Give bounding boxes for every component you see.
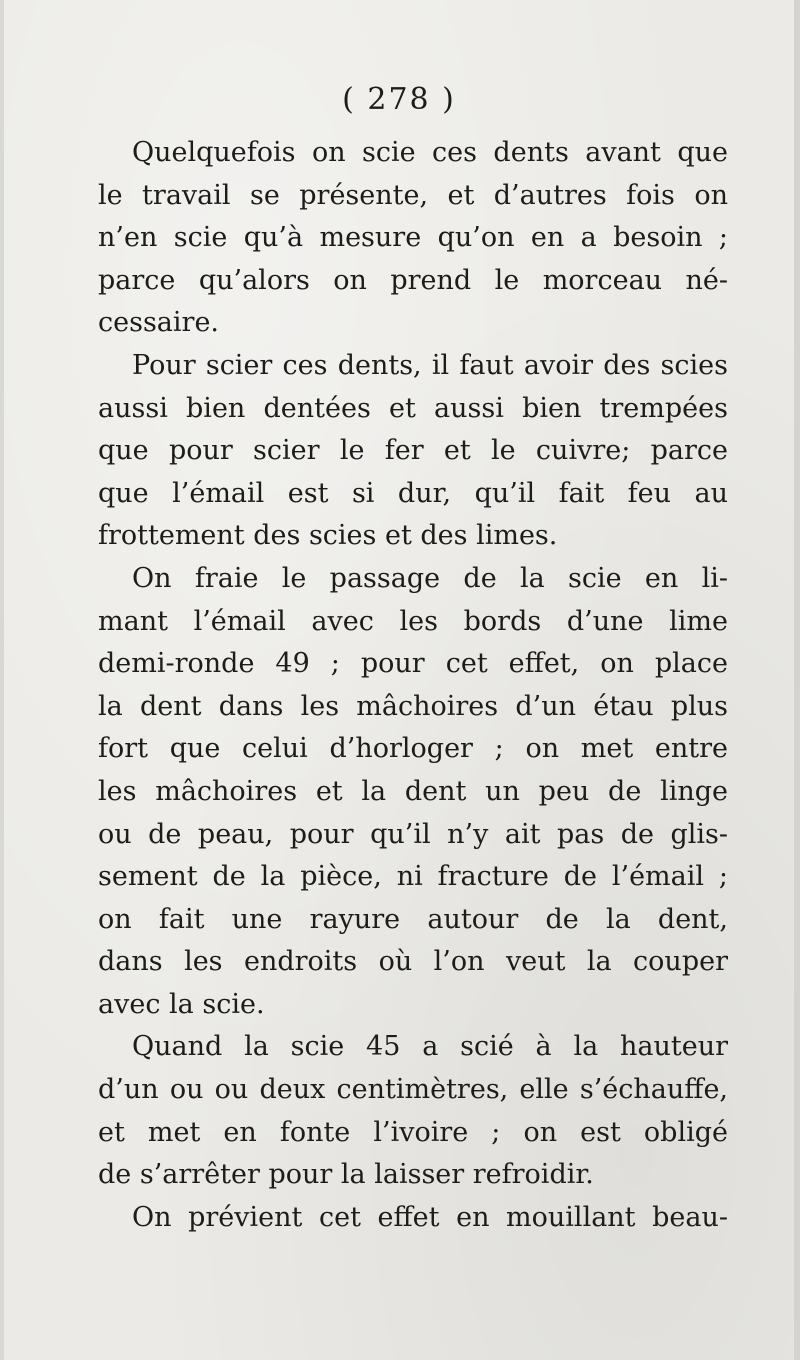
- paragraph: [98, 558, 728, 1027]
- text-line: de s’arrêter pour la laisser refroidir.: [98, 1159, 594, 1191]
- text-line: les mâchoires et la dent un peu de linge: [98, 775, 728, 807]
- page-number: ( 278 ): [342, 82, 456, 117]
- text-line: que pour scier le fer et le cuivre; parce: [98, 435, 728, 467]
- text-line: demi-ronde 49 ; pour cet effet, on place: [98, 648, 728, 680]
- paragraph: [98, 132, 728, 345]
- text-line: que l’émail est si dur, qu’il fait feu au: [98, 477, 728, 509]
- paragraph: [98, 1026, 728, 1196]
- text-line: Quand la scie 45 a scié à la hauteur: [132, 1031, 728, 1063]
- paragraph: [98, 345, 728, 558]
- text-line: dans les endroits où l’on veut la couper: [98, 946, 728, 978]
- text-line: On fraie le passage de la scie en li-: [132, 562, 728, 594]
- text-line: On prévient cet effet en mouillant beau-: [132, 1201, 728, 1233]
- text-line: Quelquefois on scie ces dents avant que: [132, 137, 728, 168]
- paragraph: [98, 1197, 728, 1240]
- text-line: avec la scie.: [98, 988, 265, 1020]
- text-line: mant l’émail avec les bords d’une lime: [98, 605, 728, 637]
- text-line: cessaire.: [98, 307, 220, 339]
- text-line: n’en scie qu’à mesure qu’on en a besoin ;: [98, 222, 728, 254]
- text-line: d’un ou ou deux centimètres, elle s’échauffe,: [98, 1074, 728, 1106]
- text-line: Pour scier ces dents, il faut avoir des scies: [132, 349, 728, 381]
- text-line: et met en fonte l’ivoire ; on est obligé: [98, 1116, 728, 1148]
- text-line: fort que celui d’horloger ; on met entre: [98, 733, 728, 765]
- text-line: frottement des scies et des limes.: [98, 520, 558, 552]
- text-line: sement de la pièce, ni fracture de l’émail ;: [98, 861, 728, 893]
- body-text: [98, 132, 728, 1239]
- text-line: aussi bien dentées et aussi bien trempées: [98, 392, 728, 424]
- text-line: le travail se présente, et d’autres fois on: [98, 179, 728, 211]
- text-line: parce qu’alors on prend le morceau né-: [98, 264, 728, 296]
- text-line: ou de peau, pour qu’il n’y ait pas de glis-: [98, 818, 728, 850]
- text-line: la dent dans les mâchoires d’un étau plus: [98, 690, 728, 722]
- text-line: on fait une rayure autour de la dent,: [98, 903, 728, 935]
